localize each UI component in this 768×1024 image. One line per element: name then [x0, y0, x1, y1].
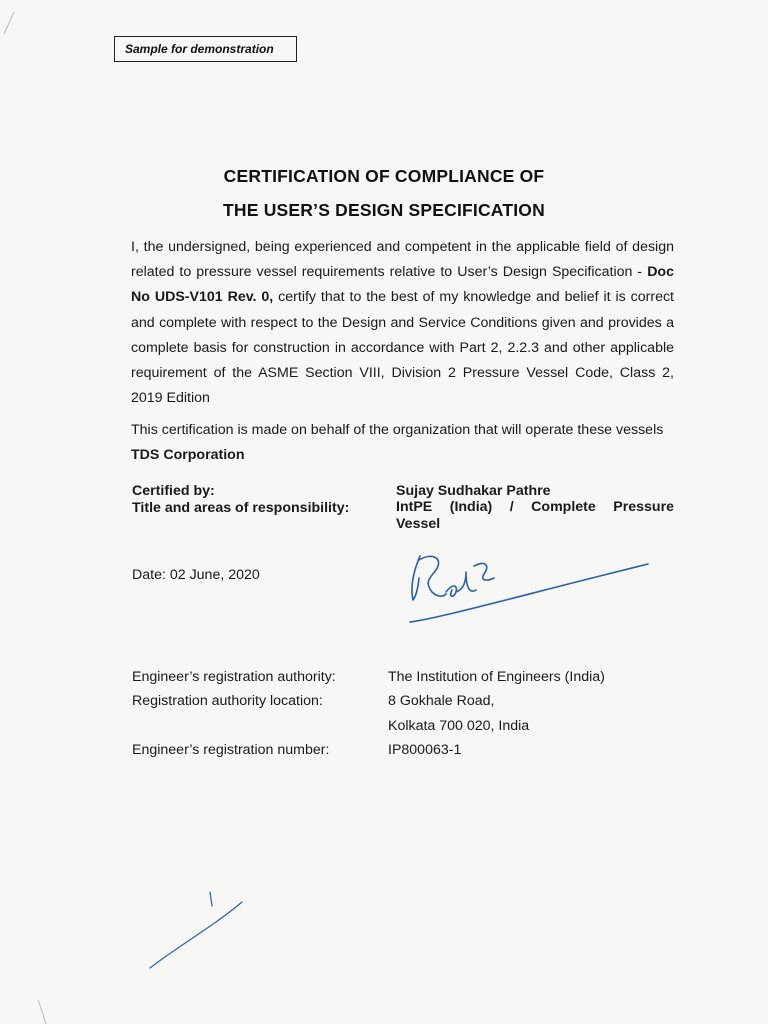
document-number: Doc No UDS-V101 Rev. 0, — [131, 264, 674, 306]
paragraph-text-b: certify that to the best of my knowledge and belief it is correct and complete with respect to the Design and Service Conditions given and provides a complete basis for construction in accordance with Part 2, 2.2.3 and other applicable requirement of the ASME Section VIII, Division 2 Pressure Vessel Code, Class 2, 2019 Edition — [131, 289, 674, 407]
title-responsibility-label: Title and areas of responsibility: — [132, 500, 350, 516]
registration-authority-label: Engineer’s registration authority: — [132, 669, 336, 685]
certification-date: Date: 02 June, 2020 — [132, 567, 260, 583]
certifier-title-line-2: Vessel — [396, 516, 441, 532]
registration-authority-value: The Institution of Engineers (India) — [388, 669, 605, 685]
registration-location-line-1: 8 Gokhale Road, — [388, 693, 495, 709]
scan-artifacts — [4, 12, 46, 1024]
document-title-line-1: CERTIFICATION OF COMPLIANCE OF — [223, 166, 545, 186]
organization-name: TDS Corporation — [131, 447, 245, 464]
certifier-title-line-1: IntPE (India) / Complete Pressure — [396, 499, 674, 515]
certifier-name: Sujay Sudhakar Pathre — [396, 483, 551, 499]
registration-location-label: Registration authority location: — [132, 693, 323, 709]
certified-by-label: Certified by: — [132, 483, 215, 499]
sample-stamp: Sample for demonstration — [114, 36, 297, 62]
paragraph-text-a: I, the undersigned, being experienced and competent in the applicable field of design related to pressure vessel requirements relative to User’s Design Specification - — [131, 239, 674, 281]
registration-number-label: Engineer’s registration number: — [132, 742, 330, 758]
document-title-line-2: THE USER’S DESIGN SPECIFICATION — [223, 200, 545, 220]
organization-text: This certification is made on behalf of the organization that will operate these vessels — [131, 422, 664, 438]
registration-location-line-2: Kolkata 700 020, India — [388, 718, 530, 734]
signature — [410, 556, 648, 622]
pen-stroke-mark — [150, 892, 242, 968]
registration-number-value: IP800063-1 — [388, 742, 462, 758]
